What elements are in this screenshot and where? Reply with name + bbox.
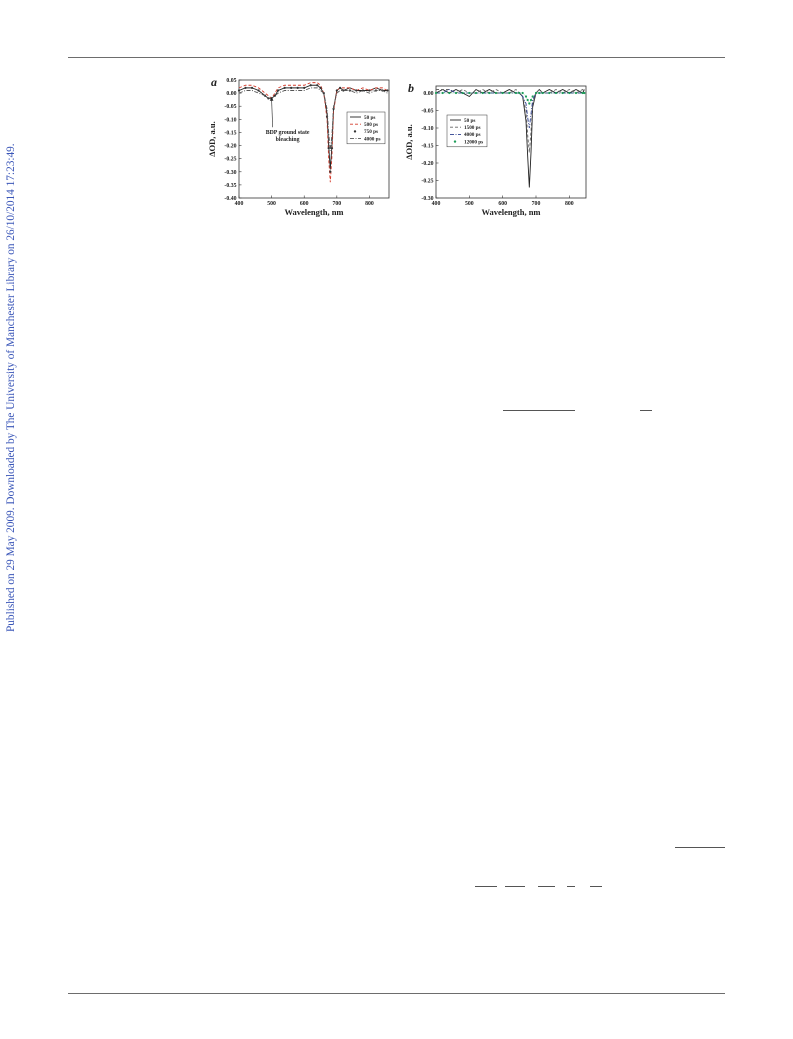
y-axis-label: ΔOD, a.u. — [404, 124, 414, 160]
legend-label: 500 ps — [364, 122, 378, 128]
series-line — [436, 93, 584, 104]
chart-a-svg — [205, 72, 395, 227]
x-tick-label: 500 — [267, 201, 276, 207]
annotation-arrow — [272, 99, 273, 127]
equation-fraction-bar — [675, 847, 725, 848]
chart-b-svg — [405, 72, 595, 227]
y-tick-label: -0.20 — [224, 143, 237, 150]
download-notice: Published on 29 May 2009. Downloaded by The University of Manchester Library on 26/10/2014 17:23:49. — [5, 143, 17, 632]
equation-fraction-bar — [475, 886, 497, 887]
figure-panel-a — [205, 72, 395, 227]
y-tick-label: -0.30 — [224, 169, 237, 176]
y-tick-label: -0.15 — [421, 143, 434, 150]
x-tick-label: 400 — [234, 201, 244, 207]
legend-swatch — [354, 130, 356, 132]
footer-rule — [68, 993, 725, 994]
y-tick-label: -0.40 — [224, 196, 237, 202]
y-tick-label: -0.25 — [421, 178, 434, 185]
x-tick-label: 600 — [299, 201, 309, 207]
data-point — [238, 89, 240, 91]
equation-fraction-bar — [567, 886, 575, 887]
annotation-text: bleaching — [275, 137, 300, 144]
y-tick-label: -0.05 — [421, 108, 434, 115]
legend-label: 4000 ps — [464, 132, 481, 139]
x-tick-label: 700 — [531, 201, 541, 207]
legend-label: 50 ps — [464, 117, 476, 124]
annotation-text: BDP ground state — [265, 130, 310, 137]
header-rule — [68, 57, 725, 58]
x-tick-label: 500 — [464, 201, 474, 207]
equation-fraction-bar — [503, 410, 575, 411]
y-tick-label: 0.00 — [226, 91, 237, 98]
series-3-markers — [435, 92, 586, 105]
y-tick-label: -0.25 — [224, 156, 237, 163]
x-tick-label: 600 — [498, 201, 508, 207]
y-tick-label: -0.35 — [224, 182, 237, 189]
legend-label: 50 ps — [364, 114, 376, 121]
legend-label: 750 ps — [364, 129, 378, 136]
y-tick-label: -0.05 — [224, 104, 237, 111]
y-tick-label: -0.20 — [421, 161, 434, 167]
legend-swatch — [454, 140, 456, 142]
legend-label: 4000 ps — [364, 136, 381, 143]
panel-letter: b — [408, 81, 414, 95]
x-axis-label: Wavelength, nm — [284, 207, 344, 217]
y-tick-label: 0.00 — [423, 91, 434, 97]
equation-fraction-bar — [640, 410, 652, 411]
y-tick-label: 0.05 — [226, 78, 237, 84]
legend-label: 12000 ps — [464, 139, 484, 146]
y-tick-label: -0.10 — [224, 117, 237, 124]
x-tick-label: 700 — [332, 201, 342, 207]
equation-fraction-bar — [590, 886, 602, 887]
equation-fraction-bar — [538, 886, 555, 887]
x-tick-label: 800 — [365, 201, 374, 207]
y-tick-label: -0.30 — [421, 196, 434, 202]
figure-panel-b — [405, 72, 595, 227]
y-tick-label: -0.10 — [421, 126, 434, 132]
equation-fraction-bar — [505, 886, 525, 887]
x-axis-label: Wavelength, nm — [481, 207, 541, 217]
x-tick-label: 800 — [564, 201, 574, 207]
y-tick-label: -0.15 — [224, 130, 237, 137]
panel-letter: a — [211, 75, 217, 89]
y-axis-label: ΔOD, a.u. — [207, 121, 217, 157]
x-tick-label: 400 — [431, 201, 441, 207]
legend-label: 1500 ps — [464, 125, 481, 131]
